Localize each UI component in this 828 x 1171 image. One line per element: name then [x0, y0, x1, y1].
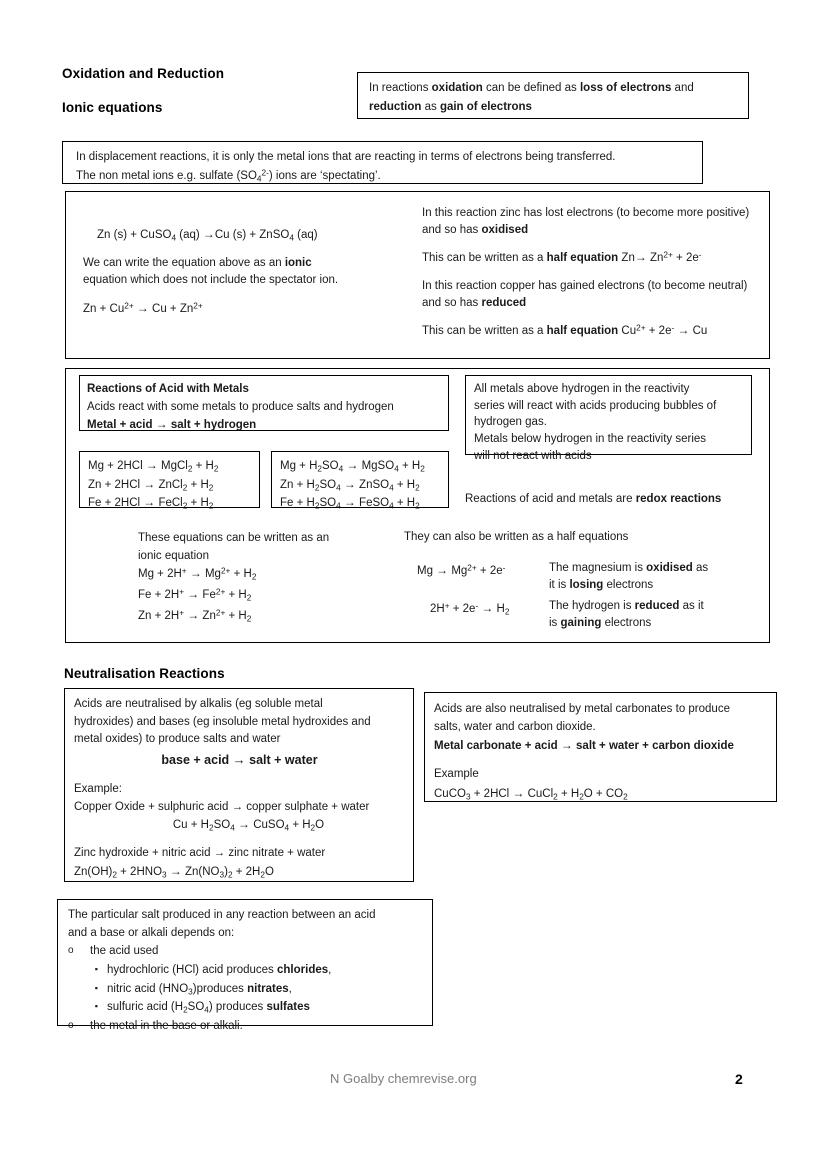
hcl-equations-box: [79, 451, 260, 511]
definition-bold-oxidation: oxidation: [431, 82, 483, 94]
ionic-equation-zn: $Zn + 2H^+ \to Zn^{2+} + H_2$: [138, 607, 252, 623]
half-equation-hydrogen: $2H^+ + 2e^- \to H_2$: [430, 600, 510, 616]
displacement-detail-box: [65, 191, 770, 359]
half-equation-mg-note: The magnesium is oxidised as it is losing electrons: [549, 561, 709, 592]
zinc-half-equation-line: This can be written as a half equation $Zn\to Zn^{2+} + 2e^-$: [422, 250, 702, 265]
bullet-circle-icon: o: [68, 1020, 74, 1032]
salt-sub-bullet-nitric-label: nitric acid $(HNO_3)produces$ nitrates,: [107, 982, 292, 996]
ionic-intro-line1: These equations can be written as an: [138, 532, 330, 544]
section-heading-ionic-equations: Ionic equations: [62, 100, 163, 115]
half-equations-column: [404, 529, 754, 630]
salt-bullet-metal-label: the metal in the base or alkali.: [90, 1020, 243, 1033]
displacement-note-box: [62, 141, 703, 184]
displacement-right-column: [422, 205, 752, 340]
ionic-equations-column: [138, 530, 388, 624]
salt-intro-line2: and a base or alkali depends on:: [68, 926, 235, 939]
footer-page-number: 2: [735, 1071, 743, 1087]
copper-half-equation-line: This can be written as a half equation $Cu^{2+} + 2e^- \to Cu$: [422, 323, 708, 338]
half-equations-intro: They can also be written as a half equations: [404, 531, 629, 543]
h2so4-equation-mg: $Mg + H_2SO_4$ → MgSO$_4$ + $H_2$: [280, 458, 425, 474]
carbonate-line2: salts, water and carbon dioxide.: [434, 720, 596, 733]
neutralisation-left-box: [64, 688, 414, 882]
definition-box: [357, 72, 749, 119]
h2so4-equation-fe: $Fe + H_2SO_4$ → FeSO$_4$ + $H_2$: [280, 495, 420, 511]
salt-bullet-acid-used: [68, 943, 424, 960]
displacement-note-line1: In displacement reactions, it is only the metal ions that are reacting in terms of electrons being transferred.: [76, 151, 616, 163]
bullet-circle-icon: o: [68, 945, 74, 957]
neutralisation-line3: metal oxides) to produce salts and water: [74, 733, 281, 746]
reactivity-line2: series will react with acids producing bubbles of: [474, 399, 717, 412]
sulfuric-equations-box: [271, 451, 449, 511]
definition-bold-reduction: reduction: [369, 100, 422, 113]
zn-cu-ionic-equation: $Zn + Cu^{2+} \to Cu + Zn^{2+}$: [83, 301, 203, 316]
section-heading-neutralisation: Neutralisation Reactions: [64, 666, 225, 681]
definition-text-1: In reactions: [369, 82, 432, 94]
ionic-intro-line2: ionic equation: [138, 549, 209, 562]
salt-sub-bullet-hydrochloric: [68, 962, 424, 979]
bullet-square-icon: ▪: [94, 964, 98, 975]
reactivity-series-box: [465, 375, 752, 462]
acid-metals-header-box: [79, 375, 449, 431]
neutralisation-line1: Acids are neutralised by alkalis (eg soluble metal: [74, 698, 323, 710]
acid-metals-outer-box: [65, 368, 770, 643]
salt-bullet-metal: [68, 1018, 424, 1035]
sulfate-charge: 2-: [261, 167, 269, 177]
salt-sub-bullet-nitric: [68, 981, 424, 998]
definition-text-4: as: [421, 100, 440, 113]
definition-bold-gain: gain of electrons: [439, 100, 532, 113]
salt-sub-bullet-hydrochloric-label: hydrochloric (HCl) acid produces chlorides,: [107, 964, 332, 977]
carbonate-word-equation: Metal carbonate + acid → salt + water + carbon dioxide: [434, 738, 734, 753]
half-equation-hydrogen-note: The hydrogen is reduced as it is gaining electrons: [549, 599, 704, 630]
salt-production-box: [57, 899, 433, 1033]
footer-credit: N Goalby chemrevise.org: [330, 1071, 477, 1086]
acid-metals-description: Acids react with some metals to produce salts and hydrogen: [87, 400, 394, 413]
definition-bold-loss: loss of electrons: [579, 82, 672, 94]
definition-text-2: can be defined as: [482, 82, 580, 94]
bullet-square-icon: ▪: [94, 982, 98, 993]
reactivity-line1: All metals above hydrogen in the reactivity: [474, 383, 690, 395]
reactivity-line5: will not react with acids: [474, 449, 592, 462]
displacement-left-column: [83, 226, 413, 318]
ionic-equation-fe: $Fe + 2H^+ \to Fe^{2+} + H_2$: [138, 587, 252, 603]
salt-sub-bullet-sulfuric: [68, 999, 424, 1016]
neutralisation-line2: hydroxides) and bases (eg insoluble metal hydroxides and: [74, 715, 371, 728]
ionic-explanation-line2: equation which does not include the spectator ion.: [83, 274, 339, 287]
ionic-explanation-line1: We can write the equation above as an ionic: [83, 256, 312, 269]
h2so4-equation-zn: $Zn + H_2SO_4$ → ZnSO$_4$ + $H_2$: [280, 476, 420, 492]
half-equation-mg: $Mg \to Mg^{2+} + 2e^-$: [417, 562, 506, 577]
sulfate-subscript: 4: [256, 173, 262, 183]
hcl-equation-zn: Zn + 2HCl → ZnCl$_2$ + $H_2$: [88, 476, 214, 492]
reactivity-line4: Metals below hydrogen in the reactivity series: [474, 433, 707, 446]
salt-intro-line1: The particular salt produced in any reaction between an acid: [68, 909, 376, 921]
redox-reactions-note: Reactions of acid and metals are redox reactions: [465, 493, 722, 505]
carbonate-line1: Acids are also neutralised by metal carbonates to produce: [434, 703, 730, 715]
example-label-right: Example: [434, 768, 479, 781]
ionic-equation-mg: $Mg + 2H^+ \to Mg^{2+} + H_2$: [138, 566, 257, 582]
zinc-oxidised-text: In this reaction zinc has lost electrons (to become more positive) and so has oxidised: [422, 207, 750, 236]
zn-cuso4-equation: Zn (s) + CuSO$_4$ (aq) →Cu (s) + ZnSO$_4$ (aq): [97, 227, 318, 243]
zinc-hydroxide-symbol-equation: $Zn(OH)_2 + 2HNO_3 \to Zn(NO_3)_2 + 2H_2O$: [74, 863, 274, 879]
copper-reduced-text: In this reaction copper has gained electrons (to become neutral) and so has reduced: [422, 280, 748, 309]
copper-oxide-symbol-equation: $Cu + H_2SO_4$ → CuSO$_4$ + $H_2O$: [172, 817, 325, 833]
hcl-equation-mg: Mg + 2HCl → MgCl$_2$ + $H_2$: [88, 458, 219, 474]
displacement-note-line2: The non metal ions e.g. sulfate $(SO_4^{2-})$ ions are ‘spectating’.: [76, 167, 381, 183]
salt-sub-bullet-sulfuric-label: sulfuric acid $(H_2SO_4)$ produces sulfates: [107, 1001, 310, 1015]
base-acid-word-equation: base + acid → salt + water: [161, 752, 318, 768]
page-title: Oxidation and Reduction: [62, 66, 225, 81]
bullet-square-icon: ▪: [94, 1001, 98, 1012]
definition-text-3: and: [671, 82, 694, 94]
cuco3-symbol-equation: CuCO$_3$ + 2HCl → CuCl$_2$ + $H_2O + CO_2$: [434, 785, 628, 801]
copper-oxide-word-equation: Copper Oxide + sulphuric acid → copper sulphate + water: [74, 800, 370, 813]
example-label-left: Example:: [74, 782, 122, 795]
acid-metals-title: Reactions of Acid with Metals: [87, 383, 249, 395]
reactivity-line3: hydrogen gas.: [474, 416, 547, 429]
salt-bullet-acid-used-label: the acid used: [90, 945, 159, 958]
hcl-equation-fe: Fe + 2HCl → FeCl$_2$ + $H_2$: [88, 495, 214, 511]
zinc-hydroxide-word-equation: Zinc hydroxide + nitric acid → zinc nitrate + water: [74, 846, 326, 859]
neutralisation-right-box: [424, 692, 777, 802]
metal-acid-word-equation: Metal + acid → salt + hydrogen: [87, 417, 257, 432]
